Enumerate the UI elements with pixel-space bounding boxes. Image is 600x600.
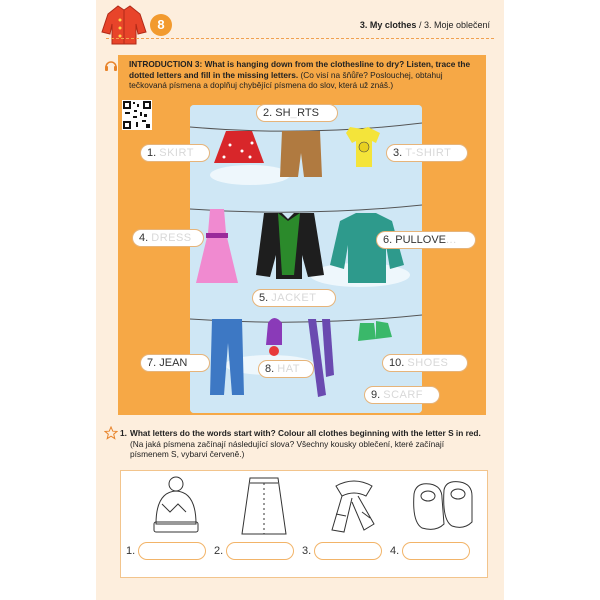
hat-drawing (140, 474, 212, 536)
label-shoes[interactable]: 10. SHOES (382, 354, 468, 372)
answer-field-2[interactable] (226, 542, 294, 560)
skirt-drawing (228, 474, 300, 536)
header-divider (106, 38, 494, 39)
exercise-number: 1. (120, 428, 127, 438)
label-jacket[interactable]: 5. JACKET (252, 289, 336, 307)
exercise-instructions: What letters do the words start with? Colour all clothes beginning with the letter S in red. (Na jaká písmena začínají následující slova? Všechny kousky oblečení, které začínají písmenem S, vybarvi červeně.) (130, 428, 481, 459)
label-t-shirt[interactable]: 3. T-SHIRT (386, 144, 468, 162)
page-number-badge: 8 (150, 14, 172, 36)
item-number-4: 4. (390, 545, 400, 557)
item-number-3: 3. (302, 545, 312, 557)
label-scarf[interactable]: 9. SCARF (364, 386, 440, 404)
qr-code[interactable] (122, 100, 152, 130)
section-title: 3. My clothes / 3. Moje oblečení (359, 20, 490, 30)
label-pullover[interactable]: 6. PULLOVE... (376, 231, 476, 249)
scarf-drawing (318, 474, 390, 536)
headphones-icon (104, 58, 118, 72)
item-number-2: 2. (214, 545, 224, 557)
label-shorts[interactable]: 2. SH_RTS (256, 104, 338, 122)
intro-instructions: INTRODUCTION 3: What is hanging down from the clothesline to dry? Listen, trace the dotted letters and fill in the missing letters. (Co visí na šňůře? Poslouchej, obtahuj tečkovaná písmena a doplňuj chybějící písmena do slov, která už znáš.) (129, 59, 471, 90)
label-skirt[interactable]: 1. SKIRT (140, 144, 210, 162)
answer-field-1[interactable] (138, 542, 206, 560)
jacket-icon (100, 2, 148, 46)
item-number-1: 1. (126, 545, 136, 557)
shoes-drawing (406, 474, 478, 536)
answer-field-3[interactable] (314, 542, 382, 560)
label-hat[interactable]: 8. HAT (258, 360, 314, 378)
star-icon (104, 426, 118, 440)
label-dress[interactable]: 4. DRESS (132, 229, 204, 247)
answer-field-4[interactable] (402, 542, 470, 560)
label-jeans[interactable]: 7. JEAN (140, 354, 210, 372)
